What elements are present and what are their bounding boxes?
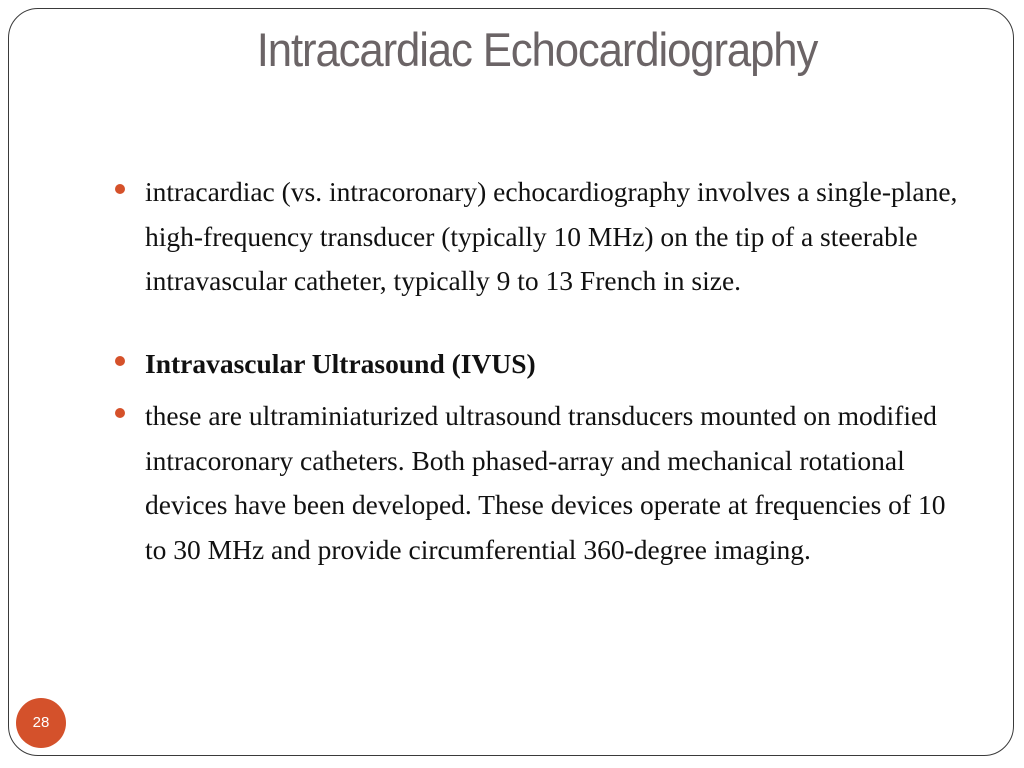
bullet-text: intracardiac (vs. intracoronary) echocardiography involves a single-plane, high-frequency transducer (typically 10 MHz) on the tip of a steerable intravascular catheter, typically 9 to 13 French in size. [145,176,958,296]
slide-title: Intracardiac Echocardiography [256,23,818,76]
page-number-badge: 28 [16,698,66,748]
bullet-dot-icon [115,408,125,418]
bullet-dot-icon [115,356,125,366]
bullet-item-ivus-description [145,394,965,572]
bullet-text: these are ultraminiaturized ultrasound transducers mounted on modified intracoronary catheters. Both phased-array and mechanical rotational devices have been developed. These devices operate at frequencies of 10 to 30 MHz and provide circumferential 360-degree imaging. [145,400,946,565]
bullet-item-ivus-heading [145,342,965,387]
bullet-text: Intravascular Ultrasound (IVUS) [145,347,536,379]
bullet-dot-icon [115,184,125,194]
bullet-item-intracardiac [145,170,965,304]
bullet-list [145,170,965,572]
